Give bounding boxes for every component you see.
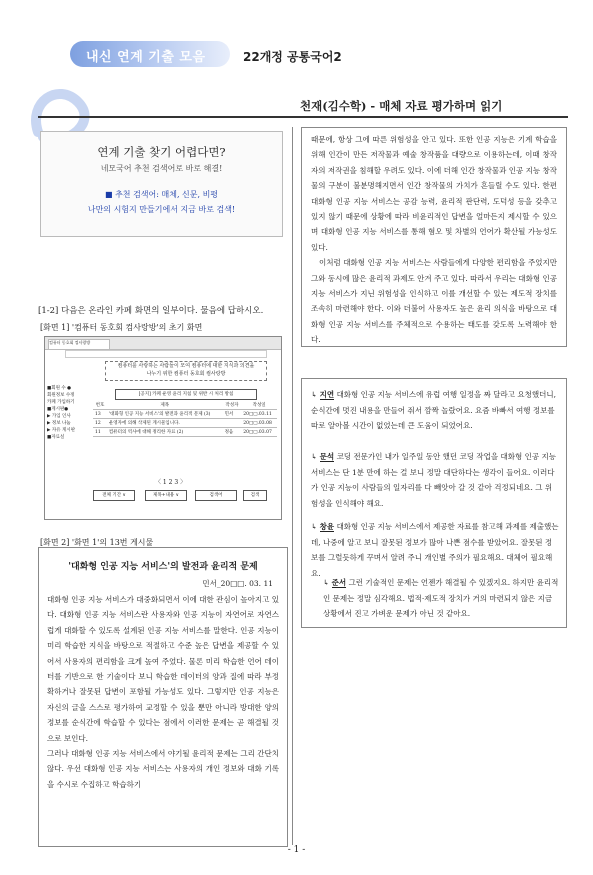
row-author: 민서 bbox=[223, 410, 242, 419]
comments-box bbox=[301, 378, 567, 628]
promo-line-2: 네모국어 추천 검색어로 바로 해결! bbox=[100, 164, 223, 173]
cafe-sidebar bbox=[47, 385, 89, 515]
period-select: 전체 기간 ∨ bbox=[93, 490, 135, 501]
question-prompt: [1-2] 다음은 온라인 카페 화면의 일부이다. 물음에 답하시오. bbox=[38, 306, 264, 316]
cafe-banner bbox=[105, 361, 267, 381]
cafe-screenshot bbox=[44, 336, 282, 520]
comment-reply: ↳ 준서 그런 기술적인 문제는 언젠가 해결될 수 있겠지요. 하지만 윤리적인 문제는 정말 심각해요. 법적·제도적 장치가 거의 마련되지 않은 지금 상황에서 진고 가벼운 문제가 아닌 것 같아요. bbox=[323, 578, 559, 619]
row-date: 20□□.03.11 bbox=[241, 410, 277, 419]
post-paragraph-2: 그러나 대화형 인공 지능 서비스에서 야기될 윤리적 문제는 그리 간단치 않다. 우선 대화형 인공 지능 서비스는 사용자의 개인 정보와 대화 기록을 수시로 수집하고 학습하기 bbox=[47, 749, 279, 789]
column-divider bbox=[292, 127, 293, 845]
scope-select: 제목+내용 ∨ bbox=[145, 490, 187, 501]
cafe-banner-line-1: 컴퓨터를 사랑하는 사람들이 모여 컴퓨터에 대한 지식과 의견을 bbox=[117, 363, 255, 369]
sidebar-item: ▶ 정보 나눔 bbox=[47, 421, 71, 426]
column-header: 번호 bbox=[93, 401, 107, 410]
comment-text: 그런 기술적인 문제는 언젠가 해결될 수 있겠지요. 하지만 윤리적인 문제는 정말 심각해요. 법적·제도적 장치가 거의 마련되지 않은 지금 상황에서 진고 가벼운 문제가 아닌 것 같아요. bbox=[323, 578, 559, 619]
column-header: 작성일 bbox=[241, 401, 277, 410]
row-number: 11 bbox=[93, 428, 107, 437]
promo-box bbox=[40, 131, 283, 237]
cafe-banner-line-2: 나누기 위한 컴퓨터 동호회 컴사랑방 bbox=[146, 371, 226, 377]
row-author: 정음 bbox=[223, 428, 242, 437]
row-number: 13 bbox=[93, 410, 107, 419]
comment-3: ↳ 창윤 대화형 인공 지능 서비스에서 제공한 자료를 참고해 과제를 제출했는데, 나중에 알고 보니 잘못된 정보가 많아 나쁜 점수를 받았어요. 잘못된 정보를 그럴듯하게 꾸며서 알려 주니 개인별 주의가 필요해요. 대체어 필요해요. bbox=[311, 522, 559, 578]
column-header: 제목 bbox=[107, 401, 223, 410]
table-row bbox=[93, 410, 277, 419]
row-title: 컴퓨터의 역사에 대해 정리한 자료 (2) bbox=[107, 428, 223, 437]
comment-author: 문석 bbox=[319, 452, 335, 461]
table-header-row bbox=[93, 401, 277, 410]
row-date: 20□□.03.08 bbox=[241, 419, 277, 428]
post-body bbox=[47, 592, 279, 792]
subject-title: 22개정 공통국어2 bbox=[243, 50, 342, 64]
column-header: 작성자 bbox=[223, 401, 242, 410]
comment-text: 대화형 인공 지능 서비스에서 제공한 자료를 참고해 과제를 제출했는데, 나중에 알고 보니 잘못된 정보가 많아 나쁜 점수를 받았어요. 잘못된 정보를 그럴듯하게 꾸며서 알려 주니 개인별 주의가 필요해요. 대체어 필요해요. bbox=[311, 522, 559, 578]
post-date: 민서_20□□. 03. 11 bbox=[202, 579, 273, 588]
comment-text: 코딩 전문가인 내가 일주일 동안 했던 코딩 작업을 대화형 인공 지능 서비스는 단 1분 만에 하는 걸 보니 정말 대단하다는 생각이 들어요. 이러다가 인공 지능이 사람들의 일자리를 다 빼앗아 갈 것 같아 걱정되네요. 그 위험성을 인식해야 해요. bbox=[311, 452, 557, 508]
page-number: - 1 - bbox=[287, 845, 306, 855]
comment-author: 지연 bbox=[319, 390, 335, 399]
post-continued bbox=[301, 127, 567, 347]
row-author bbox=[223, 419, 242, 428]
banner-title: 내신 연계 기출 모음 bbox=[86, 50, 206, 65]
search-button: 검색 bbox=[243, 490, 267, 501]
table-row bbox=[93, 419, 277, 428]
promo-line-4: 나만의 시험지 만들기에서 지금 바로 검색! bbox=[87, 205, 236, 214]
sidebar-item: ■자료실 bbox=[47, 435, 65, 440]
board-pager: 〈 1 2 3 〉 bbox=[155, 479, 187, 486]
browser-titlebar bbox=[45, 337, 281, 350]
post-paragraph-4: 이처럼 대화형 인공 지능 서비스는 사람들에게 다양한 편리함을 주었지만 그와 동시에 많은 윤리적 과제도 안겨 주고 있다. 따라서 우리는 대화형 인공 지능 서비스가 지닌 위험성을 인식하고 이를 개선할 수 있는 제도적 장치를 조속히 마련해야 한다. 이와 더불어 사용자도 높은 윤리 의식을 바탕으로 대화형 인공 지능 서비스를 주체적으로 수용하는 태도를 갖도록 노력해야 한다. bbox=[311, 258, 557, 345]
address-bar bbox=[65, 350, 267, 358]
board-table bbox=[93, 401, 277, 437]
sidebar-item: 회원정보 수정 bbox=[47, 393, 75, 398]
chapter-title: 천재(김수학) - 매체 자료 평가하며 읽기 bbox=[300, 99, 503, 113]
post-paragraph-3: 때문에, 항상 그에 따른 위험성을 안고 있다. 또한 인공 지능은 기계 학습을 위해 인간이 만든 저작물과 예술 창작품을 대량으로 이용하는데, 이때 창작자의 저작권을 침해할 우려도 있다. 이에 더해 인간 창작물과 인공 지능 창작물의 구분이 불분명해지면서 인간 창작물의 가치가 흔들릴 수도 있다. 한편 대화형 인공 지능 서비스는 공감 능력, 윤리적 판단력, 도덕성 등을 갖추고 있지 않기 때문에 상황에 따라 비윤리적인 답변을 얼마든지 제시할 수 있으며 대화형 인공 지능 서비스를 통해 혐오 및 차별의 언어가 확산될 가능성도 있다. bbox=[311, 135, 557, 252]
post-continued-body bbox=[311, 132, 557, 348]
table-row bbox=[93, 428, 277, 437]
post-title: '대화형 인공 지능 서비스'의 발전과 윤리적 문제 bbox=[68, 562, 258, 572]
screen1-caption: [화면 1] '컴퓨터 동호회 컴사랑방'의 초기 화면 bbox=[40, 323, 203, 332]
post-paragraph-1: 대화형 인공 지능 서비스가 대중화되면서 이에 대한 관심이 높아지고 있다. 대화형 인공 지능 서비스란 사용자와 인공 지능이 자연어로 자연스럽게 대화할 수 있도록 설계된 인공 지능 서비스를 말한다. 인공 지능이 미리 학습한 지식을 바탕으로 적절하고 수준 높은 답변을 제공할 수 있어서 사용자의 편리함을 크게 높여 주었다. 물론 미리 학습한 언어 데이터를 기반으로 한 기술이다 보니 학습한 데이터의 양과 질에 따라 부정확하거나 잘못된 답변이 포함될 가능성도 있다. 그렇지만 인공 지능은 자신의 글을 스스로 평가하여 교정할 수 있을 뿐만 아니라 방대한 양의 정보를 순식간에 학습할 수 있다는 점에서 이러한 문제는 곧 해결될 것으로 보인다. bbox=[47, 595, 279, 743]
notice-header: [공지] 카페 운영 윤리 지침 및 위반 시 처리 방침 bbox=[115, 389, 257, 400]
promo-line-3: ■ 추천 검색어: 매체, 신문, 비평 bbox=[104, 190, 219, 199]
comment-1: ↳ 지연 대화형 인공 지능 서비스에 유럽 여행 일정을 짜 달라고 요청했더니, 순식간에 멋진 내용을 만들어 줘서 깜짝 놀랐어요. 요즘 바빠서 여행 정보를 따로 알아볼 시간이 없었는데 큰 도움이 되었어요. bbox=[311, 390, 557, 431]
screen2-caption: [화면 2] '화면 1'의 13번 게시물 bbox=[40, 538, 154, 547]
comment-2: ↳ 문석 코딩 전문가인 내가 일주일 동안 했던 코딩 작업을 대화형 인공 지능 서비스는 단 1분 만에 하는 걸 보니 정말 대단하다는 생각이 들어요. 이러다가 인공 지능이 사람들의 일자리를 다 빼앗아 갈 것 같아 걱정되네요. 그 위험성을 인식해야 해요. bbox=[311, 452, 557, 508]
row-title: 운영자에 의해 삭제된 게시물입니다. bbox=[107, 419, 223, 428]
row-date: 20□□.03.07 bbox=[241, 428, 277, 437]
search-field: 검색어 bbox=[195, 490, 237, 501]
comment-text: 대화형 인공 지능 서비스에 유럽 여행 일정을 짜 달라고 요청했더니, 순식간에 멋진 내용을 만들어 줘서 깜짝 놀랐어요. 요즘 바빠서 여행 정보를 따로 알아볼 시간이 없었는데 큰 도움이 되었어요. bbox=[311, 390, 557, 431]
browser-tab: 컴퓨터 동호회 컴사랑방 bbox=[48, 339, 110, 350]
row-number: 12 bbox=[93, 419, 107, 428]
comment-author: 준서 bbox=[331, 578, 347, 587]
sidebar-item: ▶ 가입 인사 bbox=[47, 414, 71, 419]
promo-line-1: 연계 기출 찾기 어렵다면? bbox=[97, 145, 226, 159]
sidebar-item: 카페 가입하기 bbox=[47, 400, 75, 405]
post-article bbox=[38, 547, 288, 847]
sidebar-item: ▶ 자유 게시판 bbox=[47, 428, 76, 433]
sidebar-item: ■회원 수 ● bbox=[47, 386, 72, 391]
header-rule bbox=[38, 116, 568, 118]
sidebar-item: ■게시판● bbox=[47, 407, 69, 412]
comment-author: 창윤 bbox=[319, 522, 335, 531]
row-title: '대화형 인공 지능 서비스'의 발전과 윤리적 문제 (3) bbox=[107, 410, 223, 419]
